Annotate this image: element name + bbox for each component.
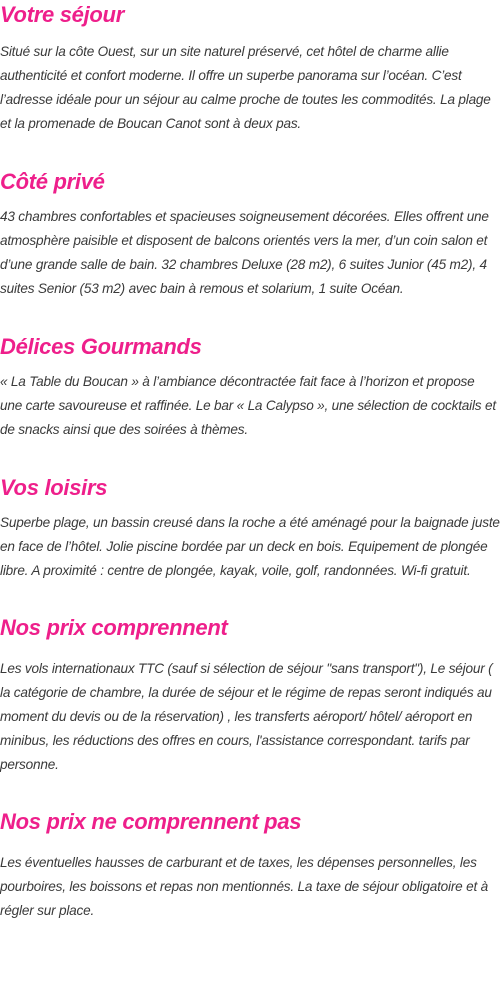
section-title: Délices Gourmands <box>0 334 202 359</box>
section-text: Les éventuelles hausses de carburant et de taxes, les dépenses personnelles, les pourboires, les boissons et repas non mentionnés. La taxe de séjour obligatoire et à régler sur place. <box>0 855 488 918</box>
section-cote-prive <box>0 167 500 301</box>
section-prix-comprennent <box>0 613 500 777</box>
section-text: « La Table du Boucan » à l’ambiance décontractée fait face à l’horizon et propose une carte savoureuse et raffinée. Le bar « La Calypso », une sélection de cocktails et de snacks ainsi que des soirées à thèmes. <box>0 374 496 437</box>
section-text: 43 chambres confortables et spacieuses soigneusement décorées. Elles offrent une atmosphère paisible et disposent de balcons orientés vers la mer, d’un coin salon et d’une grande salle de bain. 32 chambres Deluxe (28 m2), 6 suites Junior (45 m2), 4 suites Senior (53 m2) avec bain à remous et solarium, 1 suite Océan. <box>0 209 489 296</box>
section-title: Côté privé <box>0 169 105 194</box>
section-text: Superbe plage, un bassin creusé dans la roche a été aménagé pour la baignade juste en face de l’hôtel. Jolie piscine bordée par un deck en bois. Equipement de plongée libre. A proximité : centre de plongée, kayak, voile, golf, randonnées. Wi-fi gratuit. <box>0 515 500 578</box>
section-title: Vos loisirs <box>0 475 108 500</box>
section-votre-sejour <box>0 0 500 136</box>
section-text: Situé sur la côte Ouest, sur un site naturel préservé, cet hôtel de charme allie authenticité et confort moderne. Il offre un superbe panorama sur l’océan. C’est l’adresse idéale pour un séjour au calme proche de toutes les commodités. La plage et la promenade de Boucan Canot sont à deux pas. <box>0 44 491 131</box>
section-prix-ne-comprennent-pas <box>0 807 500 923</box>
section-vos-loisirs <box>0 473 500 583</box>
section-delices-gourmands <box>0 332 500 442</box>
section-text: Les vols internationaux TTC (sauf si sélection de séjour "sans transport"), Le séjour ( la catégorie de chambre, la durée de séjour et le régime de repas seront indiqués au moment du devis ou de la réservation) , les transferts aéroport/ hôtel/ aéroport en minibus, les réductions des offres en cours, l'assistance correspondant. tarifs par personne. <box>0 661 493 772</box>
section-title: Votre séjour <box>0 2 124 27</box>
section-title: Nos prix ne comprennent pas <box>0 809 302 834</box>
section-title: Nos prix comprennent <box>0 615 228 640</box>
